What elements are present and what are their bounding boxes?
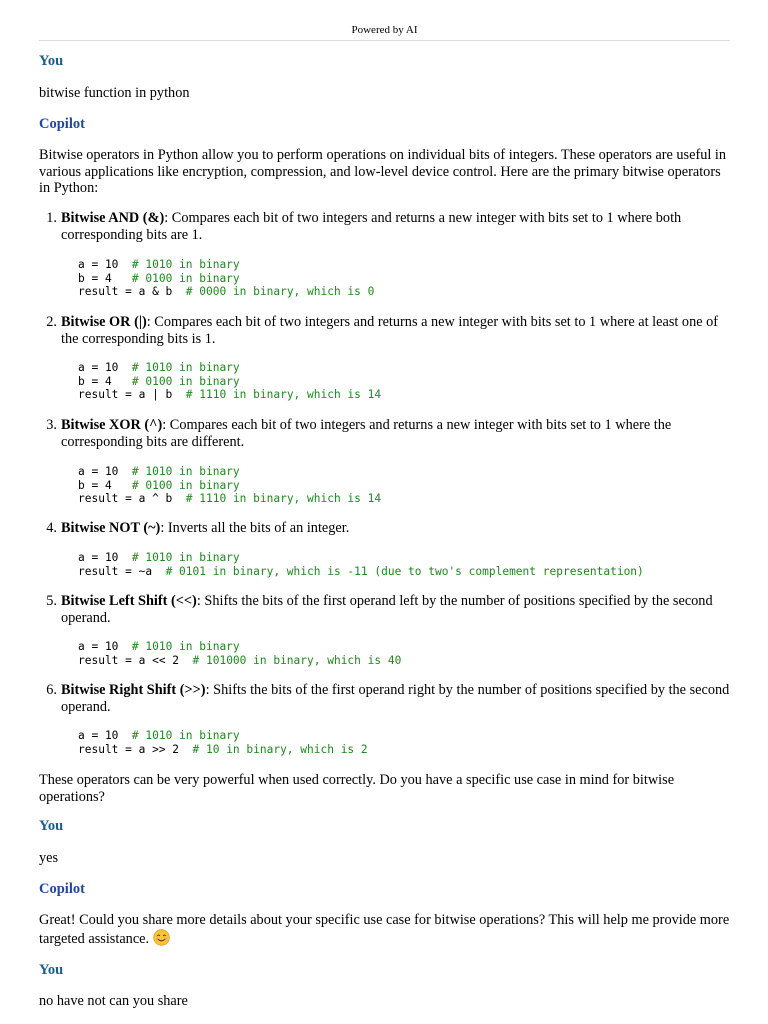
copilot-intro-paragraph: Bitwise operators in Python allow you to perform operations on individual bits of integers. These operators are useful in various applications like encryption, compression, and low-level device control. Here are the primary bitwise operators in Python: [39,147,727,196]
user-message-2: yes [39,850,59,866]
smiling-face-emoji-icon [153,929,170,951]
list-item-number: 3. [46,417,57,433]
powered-by-header: Powered by AI [351,24,418,36]
code-block-xor: a = 10 # 1010 in binary b = 4 # 0100 in binary result = a ^ b # 1110 in binary, which is 14 [78,465,382,506]
list-item-number: 6. [46,682,57,698]
code-block-or: a = 10 # 1010 in binary b = 4 # 0100 in binary result = a | b # 1110 in binary, which is 14 [78,361,382,402]
list-item-number: 1. [46,210,57,226]
list-item-description: : Shifts the bits of the first operand right by the number of positions specified by the second operand. [61,682,730,715]
list-item-number: 4. [46,520,57,536]
list-item-bitwise-not [46,520,730,537]
list-item-title: Bitwise AND (&) [61,210,165,226]
code-block-and: a = 10 # 1010 in binary b = 4 # 0100 in binary result = a & b # 0000 in binary, which is 0 [78,258,375,299]
user-message-1: bitwise function in python [39,85,190,101]
list-item-description: : Compares each bit of two integers and returns a new integer with bits set to 1 where both corresponding bits are 1. [61,210,682,243]
list-item-description: : Compares each bit of two integers and returns a new integer with bits set to 1 where the corresponding bits are different. [61,417,672,450]
list-item-bitwise-and [46,210,730,243]
list-item-description: : Compares each bit of two integers and returns a new integer with bits set to 1 where at least one of the corresponding bits is 1. [61,314,719,347]
list-item-number: 5. [46,593,57,609]
speaker-label-you: You [39,53,64,69]
code-block-right-shift: a = 10 # 1010 in binary result = a >> 2 # 10 in binary, which is 2 [78,729,368,756]
speaker-label-copilot: Copilot [39,116,85,132]
list-item-bitwise-or [46,314,730,347]
list-item-description: : Inverts all the bits of an integer. [160,520,350,536]
code-block-not: a = 10 # 1010 in binary result = ~a # 0101 in binary, which is -11 (due to two's complement representation) [78,551,644,578]
list-item-title: Bitwise Right Shift (>>) [61,682,206,698]
list-item-number: 2. [46,314,57,330]
copilot-reply-2 [39,912,730,950]
list-item-bitwise-xor [46,417,730,450]
copilot-reply-2-text: Great! Could you share more details about your specific use case for bitwise operations? This will help me provide more targeted assistance. [39,912,730,947]
list-item-right-shift [46,682,730,715]
list-item-title: Bitwise OR (|) [61,314,147,330]
speaker-label-copilot: Copilot [39,881,85,897]
user-message-3: no have not can you share [39,993,188,1009]
list-item-title: Bitwise NOT (~) [61,520,161,536]
copilot-outro-paragraph: These operators can be very powerful when used correctly. Do you have a specific use case in mind for bitwise operations? [39,772,675,805]
speaker-label-you: You [39,818,64,834]
list-item-left-shift [46,593,730,626]
header-divider [39,40,730,41]
list-item-title: Bitwise XOR (^) [61,417,163,433]
speaker-label-you: You [39,962,64,978]
list-item-description: : Shifts the bits of the first operand left by the number of positions specified by the second operand. [61,593,713,626]
code-block-left-shift: a = 10 # 1010 in binary result = a << 2 # 101000 in binary, which is 40 [78,640,402,667]
list-item-title: Bitwise Left Shift (<<) [61,593,197,609]
